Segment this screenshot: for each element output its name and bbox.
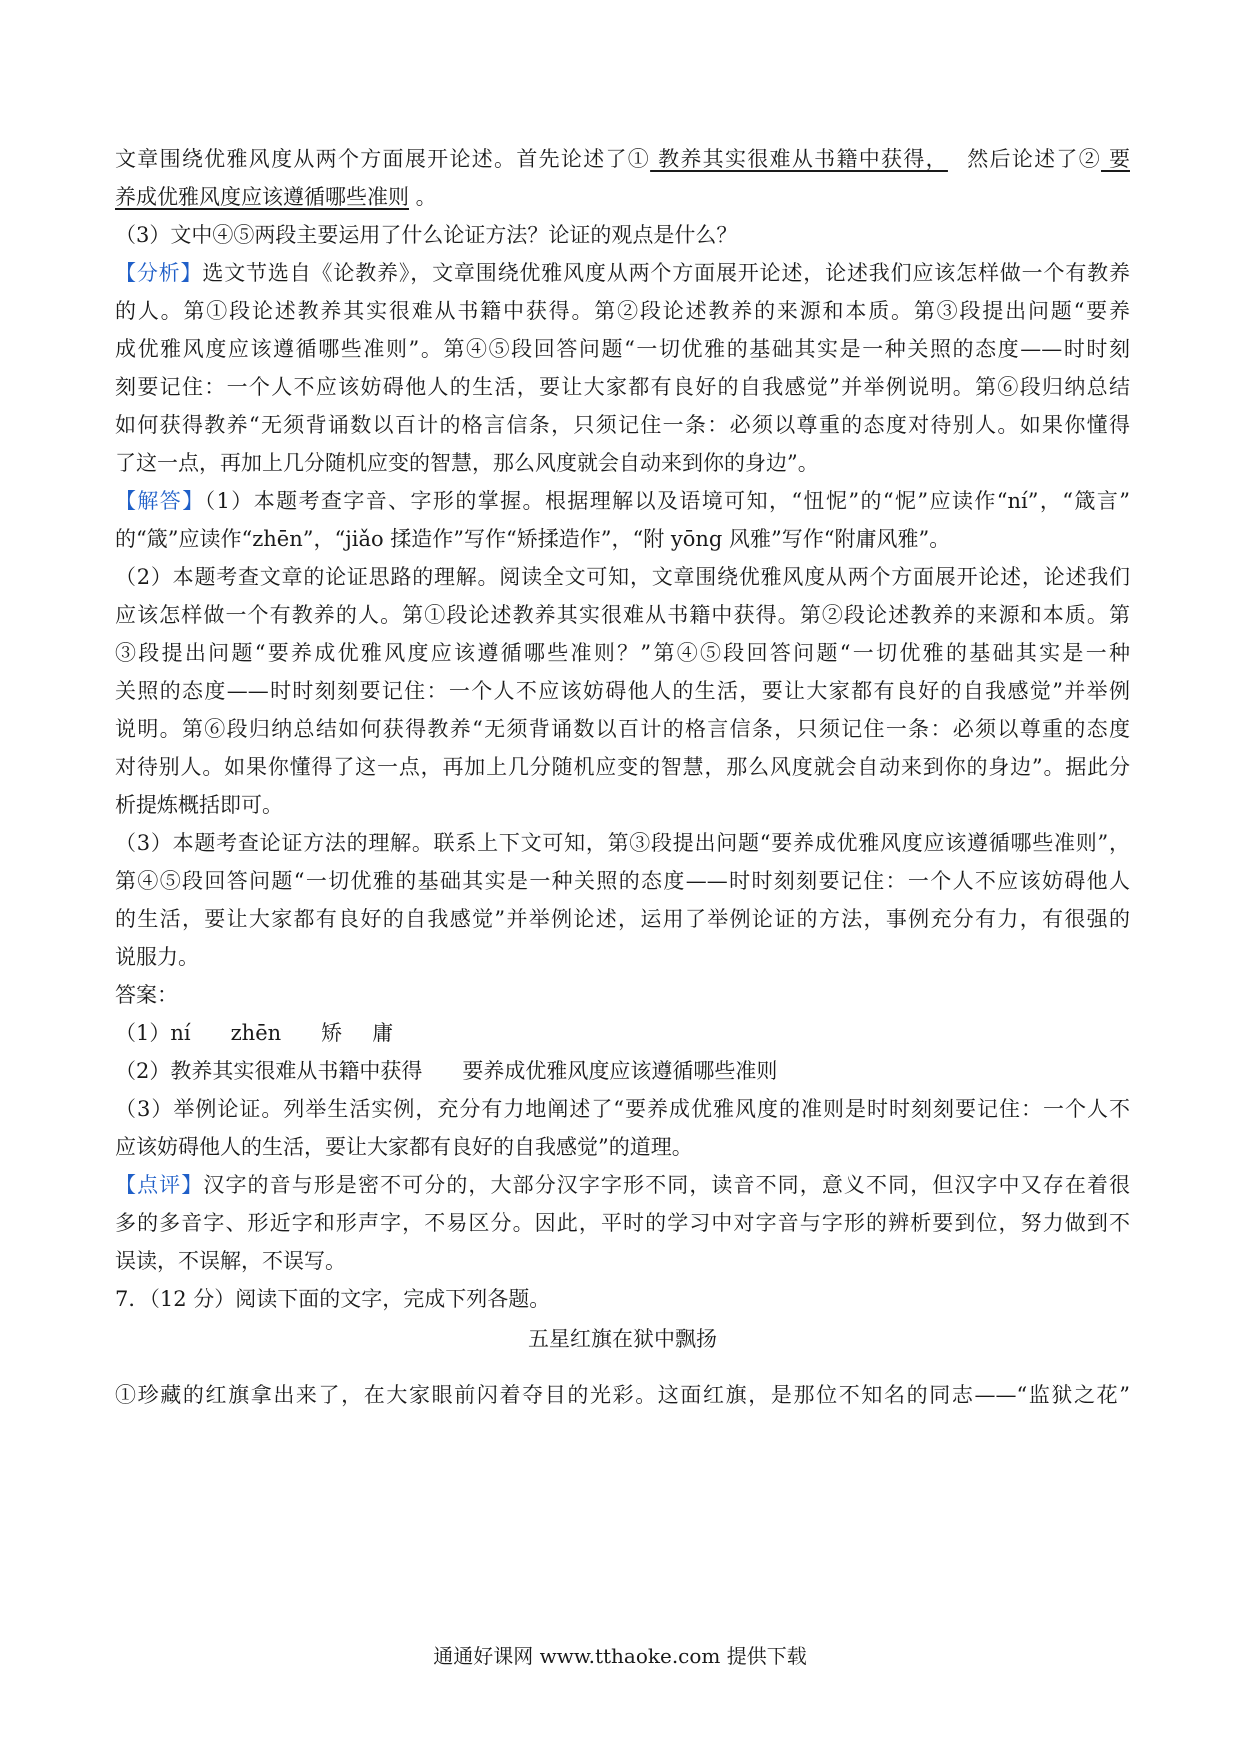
answer-paragraph: 【解答】（1）本题考查字音、字形的掌握。根据理解以及语境可知，“忸怩”的“怩”应读作“ní”，“箴言” — [115, 489, 1130, 513]
text-line: ③段提出问题“要养成优雅风度应该遵循哪些准则？”第④⑤段回答问题“一切优雅的基础其实是一种 — [115, 641, 1130, 665]
text-line: 如何获得教养“无须背诵数以百计的格言信条，只须记住一条：必须以尊重的态度对待别人。如果你懂得 — [115, 413, 1130, 437]
text-line: 的人。第①段论述教养其实很难从书籍中获得。第②段论述教养的来源和本质。第③段提出问题“要养 — [115, 299, 1130, 323]
text-line: 应该怎样做一个有教养的人。第①段论述教养其实很难从书籍中获得。第②段论述教养的来源和本质。第 — [115, 603, 1130, 627]
answer-3: （3）举例论证。列举生活实例，充分有力地阐述了“要养成优雅风度的准则是时时刻刻要记住：一个人不 — [115, 1097, 1130, 1121]
text-line: 对待别人。如果你懂得了这一点，再加上几分随机应变的智慧，那么风度就会自动来到你的身边”。据此分 — [115, 755, 1130, 779]
text-line: 养成优雅风度应该遵循哪些准则 。 — [115, 185, 437, 209]
comment-tag: 【点评】 — [115, 1173, 204, 1197]
text-line: 成优雅风度应该遵循哪些准则”。第④⑤段回答问题“一切优雅的基础其实是一种关照的态度——时时刻 — [115, 337, 1130, 361]
text-line: 析提炼概括即可。 — [115, 793, 283, 817]
text-line: 的生活，要让大家都有良好的自我感觉”并举例论述，运用了举例论证的方法，事例充分有力，有很强的 — [115, 907, 1130, 931]
text-line: 应该妨碍他人的生活，要让大家都有良好的自我感觉”的道理。 — [115, 1135, 693, 1159]
text-line: 误读，不误解，不误写。 — [115, 1249, 346, 1273]
analysis-paragraph: 【分析】选文节选自《论教养》，文章围绕优雅风度从两个方面展开论述，论述我们应该怎样做一个有教养 — [115, 261, 1131, 285]
passage-text: ①珍藏的红旗拿出来了，在大家眼前闪着夺目的光彩。这面红旗，是那位不知名的同志——“监狱之花” — [115, 1383, 1130, 1407]
text-line: 刻要记住：一个人不应该妨碍他人的生活，要让大家都有良好的自我感觉”并举例说明。第⑥段归纳总结 — [115, 375, 1130, 399]
text-line: （2）本题考查文章的论证思路的理解。阅读全文可知，文章围绕优雅风度从两个方面展开论述，论述我们 — [115, 565, 1130, 589]
text-line: 说服力。 — [115, 945, 199, 969]
answer-label: 答案： — [115, 983, 178, 1007]
answer-2: （2）教养其实很难从书籍中获得 要养成优雅风度应该遵循哪些准则 — [115, 1059, 778, 1083]
text-line: 关照的态度——时时刻刻要记住：一个人不应该妨碍他人的生活，要让大家都有良好的自我感觉”并举例 — [115, 679, 1130, 703]
question-3: （3）文中④⑤两段主要运用了什么论证方法？论证的观点是什么？ — [115, 223, 738, 247]
text-line: 说明。第⑥段归纳总结如何获得教养“无须背诵数以百计的格言信条，只须记住一条：必须以尊重的态度 — [115, 717, 1130, 741]
answer-1: （1）ní zhēn 矫 庸 — [115, 1021, 394, 1045]
answer-tag: 【解答】 — [115, 489, 205, 513]
text-line: 的“箴”应读作“zhēn”，“jiǎo 揉造作”写作“矫揉造作”，“附 yōng 风雅”写作“附庸风雅”。 — [115, 527, 951, 551]
page-footer: 通通好课网 www.tthaoke.com 提供下载 — [433, 1644, 807, 1668]
analysis-tag: 【分析】 — [115, 261, 203, 285]
passage-title: 五星红旗在狱中飘扬 — [528, 1327, 717, 1351]
text-line: 文章围绕优雅风度从两个方面展开论述。首先论述了① 教养其实很难从书籍中获得， 然后论述了② 要 — [115, 147, 1130, 171]
text-line: 了这一点，再加上几分随机应变的智慧，那么风度就会自动来到你的身边”。 — [115, 451, 819, 475]
text-line: 多的多音字、形近字和形声字，不易区分。因此，平时的学习中对字音与字形的辨析要到位，努力做到不 — [115, 1211, 1130, 1235]
comment-paragraph: 【点评】汉字的音与形是密不可分的，大部分汉字字形不同，读音不同，意义不同，但汉字中又存在着很 — [115, 1173, 1130, 1197]
text-line: （3）本题考查论证方法的理解。联系上下文可知，第③段提出问题“要养成优雅风度应该遵循哪些准则”， — [115, 831, 1130, 855]
text-line: 第④⑤段回答问题“一切优雅的基础其实是一种关照的态度——时时刻刻要记住：一个人不应该妨碍他人 — [115, 869, 1130, 893]
question-7: 7．（12 分）阅读下面的文字，完成下列各题。 — [115, 1287, 551, 1311]
